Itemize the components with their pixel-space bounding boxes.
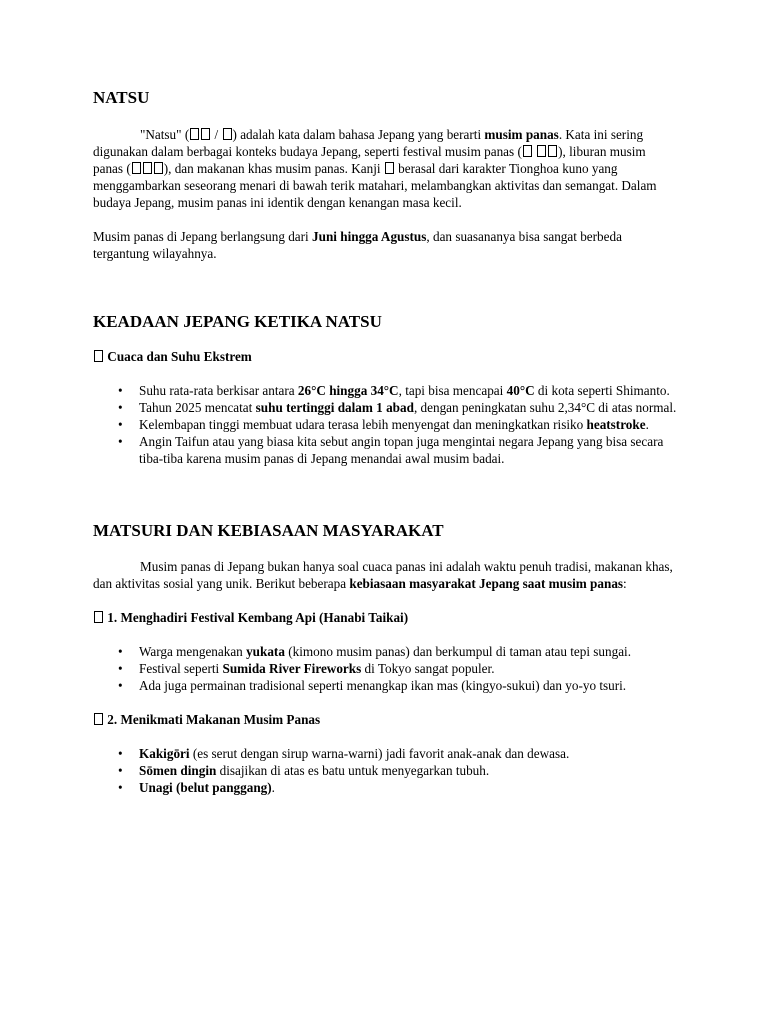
list-item: • Festival seperti Sumida River Fireworks di Tokyo sangat populer. xyxy=(139,660,678,677)
section-title-matsuri: MATSURI DAN KEBIASAAN MASYARAKAT xyxy=(93,521,444,540)
subheading-hanabi: 1. Menghadiri Festival Kembang Api (Hanabi Taikai) xyxy=(93,609,678,626)
natsu-season-paragraph: Musim panas di Jepang berlangsung dari Juni hingga Agustus, dan suasananya bisa sangat berbeda tergantung wilayahnya. xyxy=(93,229,622,261)
list-item: • Kelembapan tinggi membuat udara terasa lebih menyengat dan meningkatkan risiko heatstroke. xyxy=(139,416,678,433)
list-item: • Ada juga permainan tradisional seperti menangkap ikan mas (kingyo-sukui) dan yo-yo tsuri. xyxy=(139,677,678,694)
missing-glyph-icon xyxy=(154,162,163,174)
missing-glyph-icon xyxy=(94,350,103,362)
subheading-makanan: 2. Menikmati Makanan Musim Panas xyxy=(93,711,678,728)
missing-glyph-icon xyxy=(385,162,394,174)
makanan-list xyxy=(93,745,678,796)
missing-glyph-icon xyxy=(94,611,103,623)
missing-glyph-icon xyxy=(143,162,152,174)
missing-glyph-icon xyxy=(94,713,103,725)
list-item: • Warga mengenakan yukata (kimono musim panas) dan berkumpul di taman atau tepi sungai. xyxy=(139,643,678,660)
list-item: • Sōmen dingin disajikan di atas es batu untuk menyegarkan tubuh. xyxy=(139,762,678,779)
section-title-natsu: NATSU xyxy=(93,88,150,107)
list-item: • Angin Taifun atau yang biasa kita sebut angin topan juga mengintai negara Jepang yang bisa secara tiba-tiba karena musim panas di Jepang menandai awal musim badai. xyxy=(139,433,678,467)
matsuri-intro-paragraph: Musim panas di Jepang bukan hanya soal cuaca panas ini adalah waktu penuh tradisi, makanan khas, dan aktivitas sosial yang unik. Berikut beberapa kebiasaan masyarakat Jepang saat musim panas: xyxy=(93,559,673,591)
list-item: • Suhu rata-rata berkisar antara 26°C hingga 34°C, tapi bisa mencapai 40°C di kota seperti Shimanto. xyxy=(139,382,678,399)
list-item: • Kakigōri (es serut dengan sirup warna-warni) jadi favorit anak-anak dan dewasa. xyxy=(139,745,678,762)
missing-glyph-icon xyxy=(537,145,546,157)
missing-glyph-icon xyxy=(523,145,532,157)
list-item: • Tahun 2025 mencatat suhu tertinggi dalam 1 abad, dengan peningkatan suhu 2,34°C di atas normal. xyxy=(139,399,678,416)
missing-glyph-icon xyxy=(223,128,232,140)
natsu-definition-paragraph: "Natsu" ( / ) adalah kata dalam bahasa Jepang yang berarti musim panas. Kata ini sering digunakan dalam berbagai konteks budaya Jepang, seperti festival musim panas ( ), liburan musim panas ( ), dan makanan khas musim panas. Kanji berasal dari karakter Tionghoa kuno yang menggambarkan seseorang menari di bawah terik matahari, melambangkan aktivitas dan semangat. Dalam budaya Jepang, musim panas ini identik dengan kenangan masa kecil. xyxy=(93,127,657,210)
missing-glyph-icon xyxy=(190,128,199,140)
document-page xyxy=(93,88,678,796)
cuaca-list xyxy=(93,382,678,467)
hanabi-list xyxy=(93,643,678,694)
missing-glyph-icon xyxy=(548,145,557,157)
missing-glyph-icon xyxy=(201,128,210,140)
list-item: • Unagi (belut panggang). xyxy=(139,779,678,796)
missing-glyph-icon xyxy=(132,162,141,174)
section-title-keadaan: KEADAAN JEPANG KETIKA NATSU xyxy=(93,312,382,331)
subheading-cuaca: Cuaca dan Suhu Ekstrem xyxy=(93,348,678,365)
